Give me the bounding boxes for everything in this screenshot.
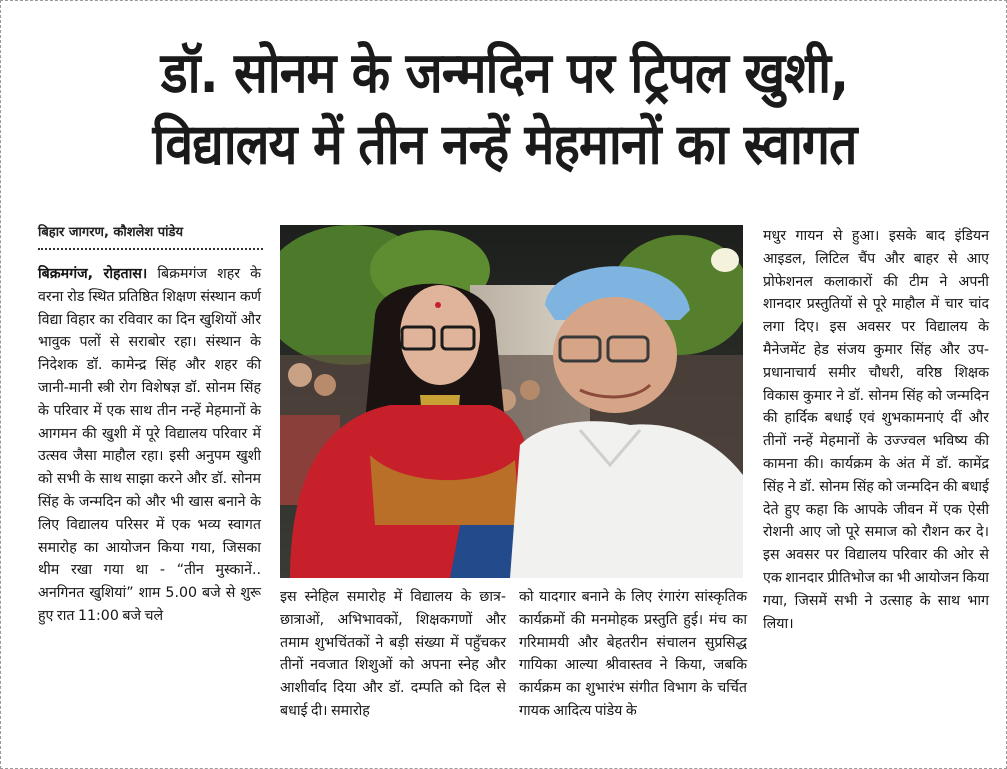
byline: बिहार जागरण, कौशलेश पांडेय	[38, 222, 263, 250]
headline	[11, 37, 998, 180]
column-1-text: बिक्रमगंज शहर के वरना रोड स्थित प्रतिष्ठित शिक्षण संस्थान कर्ण विद्या विहार का रविवार का दिन खुशियों और भावुक पलों से सराबोर रहा। संस्थान के निदेशक डॉ. कामेन्द्र सिंह और शहर की जानी-मानी स्त्री रोग विशेषज्ञ डॉ. सोनम सिंह के परिवार में एक साथ तीन नन्हें मेहमानों के आगमन की खुशी में पूरे विद्यालय परिवार में उत्सव जैसा माहौल रहा। इसी अनुपम खुशी को सभी के साथ साझा करने और डॉ. सोनम सिंह के जन्मदिन को और भी खास बनाने के लिए विद्यालय परिसर में एक भव्य स्वागत समारोह का आयोजन किया गया, जिसका थीम रखा गया था - “तीन मुस्कानें.. अनगिनत खुशियां” शाम 5.00 बजे से शुरू हुए रात 11:00 बजे चले	[38, 266, 261, 624]
dateline: बिक्रमगंज, रोहतास।	[38, 266, 148, 282]
lamp-light	[711, 248, 739, 272]
article-column-1	[38, 263, 261, 628]
news-photo	[280, 225, 743, 578]
woman-face	[400, 285, 480, 385]
crowd-face	[314, 374, 336, 396]
photo-illustration	[280, 225, 743, 578]
crowd-face	[520, 380, 540, 400]
headline-line-1: डॉ. सोनम के जन्मदिन पर ट्रिपल खुशी,	[160, 40, 849, 106]
crowd-face	[288, 363, 312, 387]
article-column-4: मधुर गायन से हुआ। इसके बाद इंडियन आइडल, लिटिल चैंप और बाहर से आए प्रोफेशनल कलाकारों की टीम ने अपनी शानदार प्रस्तुतियों से पूरे माहौल में चार चांद लगा दिए। इस अवसर पर विद्यालय के मैनेजमेंट हेड संजय कुमार सिंह और उप-प्रधानाचार्य समीर चौधरी, वरिष्ठ शिक्षक विकास कुमार ने डॉ. सोनम सिंह को जन्मदिन की हार्दिक बधाई एवं शुभकामनाएं दीं और तीनों नन्हें मेहमानों के उज्ज्वल भविष्य की कामना की। कार्यक्रम के अंत में डॉ. कामेंद्र सिंह ने डॉ. सोनम सिंह को जन्मदिन की बधाई देते हुए कहा कि आपके जीवन में एक ऐसी रोशनी आए जो पूरे समाज को रौशन कर दे। इस अवसर पर विद्यालय परिवार की ओर से एक शानदार प्रीतिभोज का भी आयोजन किया गया, जिसमें सभी ने उत्साह के साथ भाग लिया।	[763, 228, 989, 632]
bindi	[435, 302, 441, 308]
article-column-3: को यादगार बनाने के लिए रंगारंग सांस्कृतिक कार्यक्रमों की मनमोहक प्रस्तुति हुई। मंच का गरिमामयी और बेहतरीन संचालन सुप्रसिद्ध गायिका आल्या श्रीवास्तव ने किया, जबकि कार्यक्रम का शुभारंभ संगीत विभाग के चर्चित गायक आदित्य पांडेय के	[519, 589, 747, 719]
article-column-2: इस स्नेहिल समारोह में विद्यालय के छात्र-छात्राओं, अभिभावकों, शिक्षकगणों और तमाम शुभचिंतकों ने बड़ी संख्या में पहुँचकर तीनों नवजात शिशुओं को अपना स्नेह और आशीर्वाद दिया और डॉ. दम्पति को दिल से बधाई दी। समारोह	[280, 589, 506, 719]
headline-line-2: विद्यालय में तीन नन्हें मेहमानों का स्वागत	[152, 112, 857, 177]
